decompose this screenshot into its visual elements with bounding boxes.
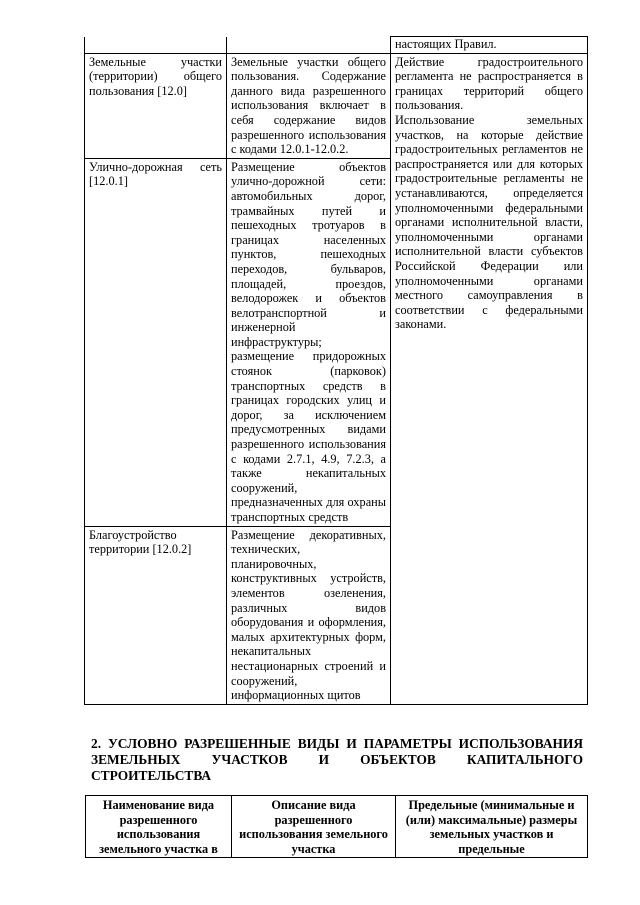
table-cell-empty [85,37,227,54]
table-row [85,37,588,54]
column-header: Предельные (минимальные и (или) максимальные) размеры земельных участков и предельные [396,796,588,858]
regulation-note-cell [391,53,588,704]
use-type-description: Размещение декоративных, технических, планировочных, конструктивных устройств, элементов озеленения, различных видов оборудования и оформления, малых архитектурных форм, некапитальных нестационарных строений и сооружений, информационных щитов [227,526,391,704]
conditional-use-table [85,795,588,858]
table-row [85,53,588,158]
use-type-description: Размещение объектов улично-дорожной сети: автомобильных дорог, трамвайных путей и пешеходных тротуаров в границах населенных пунктов, пешеходных переходов, бульваров, площадей, проездов, велодорожек и объектов велотранспортной и инженерной инфраструктуры; размещение придорожных стоянок (парковок) транспортных средств в границах городских улиц и дорог, за исключением предусмотренных видами разрешенного использования с кодами 2.7.1, 4.9, 7.2.3, а также некапитальных сооружений, предназначенных для охраны транспортных средств [227,158,391,526]
section-heading: 2. УСЛОВНО РАЗРЕШЕННЫЕ ВИДЫ И ПАРАМЕТРЫ ИСПОЛЬЗОВАНИЯ ЗЕМЕЛЬНЫХ УЧАСТКОВ И ОБЪЕКТОВ КАПИТАЛЬНОГО СТРОИТЕЛЬСТВА [91,736,583,783]
use-type-description: Земельные участки общего пользования. Содержание данного вида разрешенного использования включает в себя содержание видов разрешенного использования с кодами 12.0.1-12.0.2. [227,53,391,158]
table-header-row [86,796,588,858]
use-type-name: Улично-дорожная сеть [12.0.1] [85,158,227,526]
regulation-note-paragraph: Действие градостроительного регламента не распространяется в границах территорий общего пользования. [395,54,583,113]
column-header: Описание вида разрешенного использования земельного участка [232,796,396,858]
table-cell-note-continuation: настоящих Правил. [391,37,588,54]
column-header: Наименование вида разрешенного использования земельного участка в [86,796,232,858]
land-use-table [84,36,588,705]
regulation-note-paragraph: Использование земельных участков, на которые действие градостроительных регламентов не распространяется или для которых градостроительные регламенты не устанавливаются, определяется уполномоченными федеральными органами исполнительной власти, уполномоченными органами исполнительной власти субъектов Российской Федерации или уполномоченными органами местного самоуправления в соответствии с федеральными законами. [395,112,583,332]
use-type-name: Земельные участки (территории) общего пользования [12.0] [85,53,227,158]
table-cell-empty [227,37,391,54]
use-type-name: Благоустройство территории [12.0.2] [85,526,227,704]
